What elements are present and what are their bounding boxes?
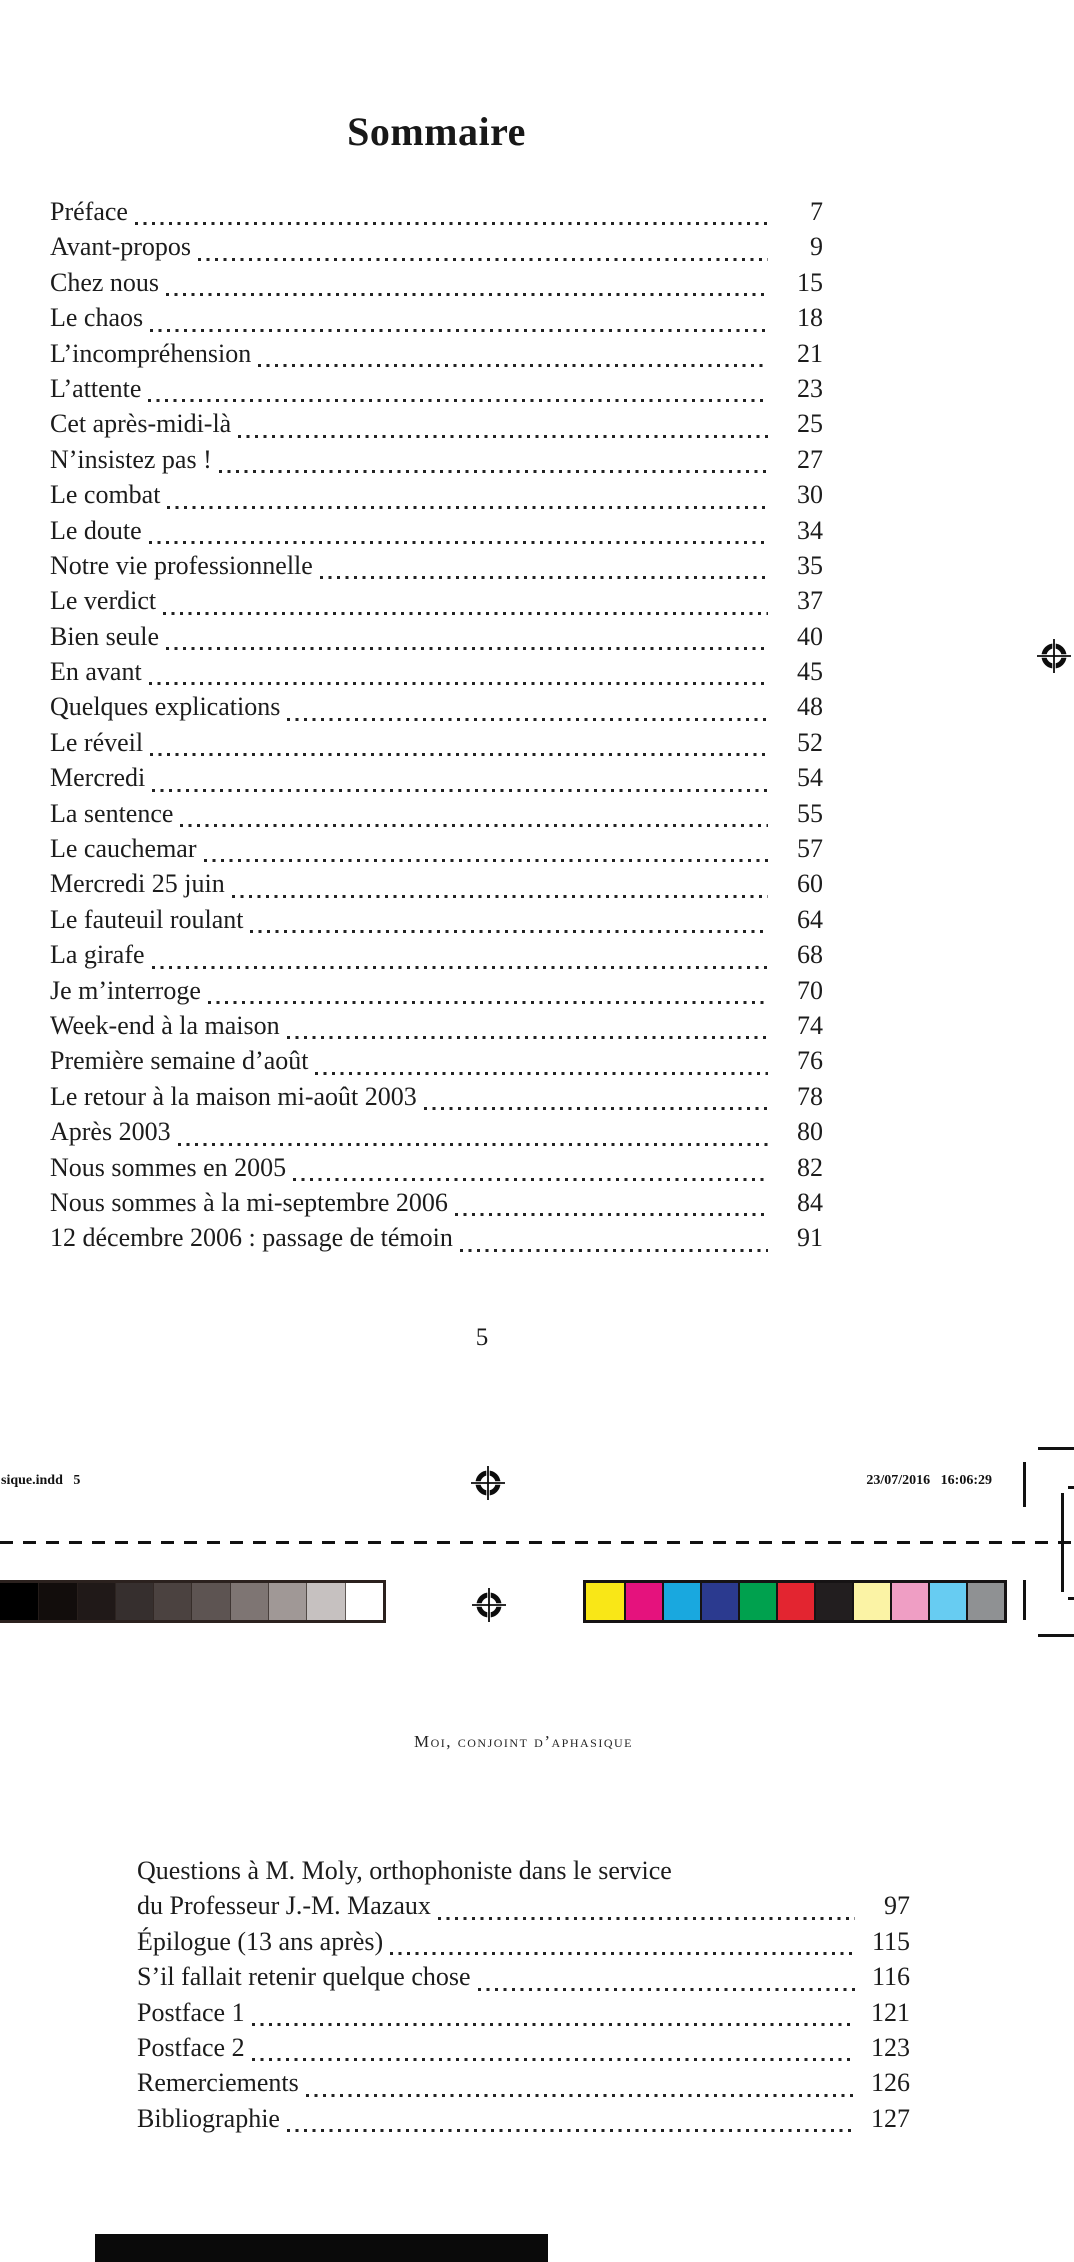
toc-entry-page: 126: [871, 2068, 910, 2098]
grayscale-swatch: [345, 1583, 383, 1620]
color-swatch: [624, 1583, 662, 1620]
toc-entry-page: 80: [797, 1117, 823, 1147]
dot-leader: [163, 612, 768, 615]
color-calibration-bar: [583, 1580, 1007, 1623]
registration-crosshair-icon: [471, 1466, 505, 1500]
dot-leader: [219, 470, 768, 473]
dot-leader: [232, 895, 768, 898]
dot-leader: [180, 824, 768, 827]
toc-entry-page: 60: [797, 869, 823, 899]
dot-leader: [178, 1143, 768, 1146]
toc-entry: [50, 1082, 823, 1117]
toc-entry-title: Le doute: [50, 515, 142, 545]
toc-entry-title: Après 2003: [50, 1117, 171, 1147]
grayscale-calibration-bar: [0, 1580, 386, 1623]
grayscale-swatch: [230, 1583, 268, 1620]
toc-page2: [137, 1856, 910, 2139]
dot-leader: [150, 329, 768, 332]
toc-entry-title: du Professeur J.-M. Mazaux: [137, 1891, 431, 1921]
toc-entry-page: 48: [797, 692, 823, 722]
toc-entry: [137, 2104, 910, 2139]
toc-entry-page: 97: [884, 1891, 910, 1921]
running-head: Moi, conjoint d’aphasique: [413, 1732, 634, 1751]
toc-entry-title: Préface: [50, 197, 128, 226]
toc-entry-title: Le verdict: [50, 586, 157, 616]
toc-entry-page: 121: [871, 1997, 910, 2027]
dot-leader: [198, 258, 768, 261]
toc-entry-page: 35: [797, 550, 823, 580]
toc-entry-page: 84: [797, 1187, 823, 1217]
toc-entry-page: 52: [797, 727, 823, 757]
toc-entry: [50, 976, 823, 1011]
grayscale-swatch: [77, 1583, 115, 1620]
toc-entry-page: 57: [797, 834, 823, 864]
toc-entry-title: Nous sommes en 2005: [50, 1152, 287, 1182]
toc-entry: [50, 197, 823, 232]
color-swatch: [700, 1583, 738, 1620]
toc-entry-page: 25: [797, 409, 823, 439]
color-swatch: [586, 1583, 624, 1620]
dot-leader: [204, 859, 768, 862]
color-swatch: [928, 1583, 966, 1620]
dot-leader: [149, 541, 768, 544]
toc-entry: [50, 869, 823, 904]
toc-entry-page: 70: [797, 975, 823, 1005]
black-print-bar: [95, 2234, 548, 2262]
toc-entry: [50, 516, 823, 551]
toc-entry: [50, 799, 823, 834]
toc-page1: [50, 197, 823, 1259]
toc-entry: [137, 1927, 910, 1962]
dot-leader: [306, 2094, 855, 2097]
toc-entry: [50, 232, 823, 267]
dot-leader: [293, 1178, 768, 1181]
color-swatch: [662, 1583, 700, 1620]
grayscale-swatch: [115, 1583, 153, 1620]
toc-entry-page: 37: [797, 586, 823, 616]
dot-leader: [478, 1988, 855, 1991]
toc-entry-title: Week-end à la maison: [50, 1010, 280, 1040]
dot-leader: [150, 753, 768, 756]
crop-mark: [1068, 1486, 1074, 1489]
dot-leader: [238, 435, 768, 438]
toc-entry-title: S’il fallait retenir quelque chose: [137, 1962, 471, 1992]
toc-entry-page: 15: [797, 267, 823, 297]
color-swatch: [776, 1583, 814, 1620]
toc-entry-title: L’attente: [50, 373, 142, 403]
toc-entry-title: L’incompréhension: [50, 338, 252, 368]
toc-entry: [50, 303, 823, 338]
toc-entry: [50, 1153, 823, 1188]
toc-entry-title: En avant: [50, 657, 142, 687]
toc-entry-title: Remerciements: [137, 2068, 299, 2098]
dot-leader: [424, 1107, 768, 1110]
toc-entry: [50, 268, 823, 303]
toc-entry-title: Postface 1: [137, 1997, 245, 2027]
dot-leader: [148, 399, 768, 402]
toc-entry: [137, 1962, 910, 1997]
toc-entry-page: 78: [797, 1081, 823, 1111]
color-swatch: [966, 1583, 1004, 1620]
crop-mark: [1023, 1580, 1026, 1620]
toc-entry-title: N’insistez pas !: [50, 444, 212, 474]
dot-leader: [167, 506, 768, 509]
toc-entry: [50, 480, 823, 515]
dot-leader: [460, 1249, 768, 1252]
dot-leader: [287, 1036, 768, 1039]
slug-datetime: 23/07/2016 16:06:29: [866, 1473, 992, 1488]
crop-mark: [1038, 1447, 1074, 1450]
toc-entry-page: 76: [797, 1046, 823, 1076]
color-swatch: [738, 1583, 776, 1620]
toc-entry-page: 21: [797, 338, 823, 368]
toc-entry-title: La sentence: [50, 798, 174, 828]
toc-entry-title: Le retour à la maison mi-août 2003: [50, 1081, 417, 1111]
toc-entry: [50, 834, 823, 869]
toc-entry-title: Le réveil: [50, 727, 144, 757]
dot-leader: [390, 1952, 855, 1955]
toc-entry-title: Première semaine d’août: [50, 1046, 309, 1076]
toc-entry: [50, 374, 823, 409]
color-swatch: [852, 1583, 890, 1620]
toc-entry-title: Le combat: [50, 480, 161, 510]
toc-entry-title: Le cauchemar: [50, 834, 197, 864]
toc-entry-page: 74: [797, 1010, 823, 1040]
toc-entry-title: Je m’interroge: [50, 975, 201, 1005]
toc-entry: [50, 657, 823, 692]
toc-entry-title: Épilogue (13 ans après): [137, 1926, 384, 1956]
toc-entry-page: 123: [871, 2032, 910, 2062]
toc-entry-page: 127: [871, 2103, 910, 2133]
dot-leader: [252, 2023, 855, 2026]
grayscale-swatch: [153, 1583, 191, 1620]
toc-entry: [50, 622, 823, 657]
toc-entry: [50, 551, 823, 586]
toc-entry-page: 82: [797, 1152, 823, 1182]
toc-entry-title: Le fauteuil roulant: [50, 904, 244, 934]
toc-entry: [50, 728, 823, 763]
toc-entry: [50, 692, 823, 727]
grayscale-swatch: [306, 1583, 344, 1620]
toc-entry: [137, 1891, 910, 1926]
toc-entry: [50, 586, 823, 621]
toc-entry: [50, 1011, 823, 1046]
toc-entry: [137, 1856, 910, 1891]
toc-entry-page: 30: [797, 480, 823, 510]
toc-entry-page: 27: [797, 444, 823, 474]
toc-entry: [137, 2033, 910, 2068]
dot-leader: [166, 647, 768, 650]
toc-entry-title: Bien seule: [50, 621, 160, 651]
toc-entry-title: Avant-propos: [50, 232, 192, 262]
toc-entry-title: Postface 2: [137, 2032, 245, 2062]
toc-entry: [50, 1117, 823, 1152]
dot-leader: [135, 222, 768, 225]
registration-crosshair-icon: [1037, 639, 1071, 673]
toc-entry: [50, 763, 823, 798]
dot-leader: [287, 718, 768, 721]
toc-entry-page: 116: [871, 1962, 910, 1992]
dot-leader: [455, 1213, 768, 1216]
dot-leader: [252, 2058, 855, 2061]
toc-entry: [50, 905, 823, 940]
toc-entry-title: Nous sommes à la mi-septembre 2006: [50, 1187, 448, 1217]
toc-entry-title: Bibliographie: [137, 2103, 280, 2133]
toc-entry-page: 18: [797, 303, 823, 333]
toc-entry-page: 68: [797, 940, 823, 970]
dot-leader: [250, 930, 768, 933]
color-swatch: [890, 1583, 928, 1620]
toc-entry: [137, 2068, 910, 2103]
page-number-folio: 5: [475, 1324, 489, 1351]
slug-filename: sique.indd 5: [1, 1473, 81, 1488]
grayscale-swatch: [0, 1583, 38, 1620]
toc-entry-title: Le chaos: [50, 303, 144, 333]
grayscale-swatch: [191, 1583, 229, 1620]
toc-entry-title: Chez nous: [50, 267, 160, 297]
page-title: Sommaire: [347, 109, 526, 154]
fold-dashed-line: [0, 1541, 1074, 1544]
toc-entry: [50, 1223, 823, 1258]
toc-entry-page: 40: [797, 621, 823, 651]
crop-mark: [1038, 1634, 1074, 1637]
toc-entry-title: 12 décembre 2006 : passage de témoin: [50, 1223, 453, 1253]
toc-entry: [50, 409, 823, 444]
dot-leader: [315, 1072, 768, 1075]
toc-entry-title: Cet après-midi-là: [50, 409, 232, 439]
toc-entry-title: La girafe: [50, 940, 145, 970]
toc-entry-page: 91: [797, 1223, 823, 1253]
toc-entry: [50, 940, 823, 975]
color-swatch: [814, 1583, 852, 1620]
dot-leader: [208, 1001, 768, 1004]
grayscale-swatch: [38, 1583, 76, 1620]
toc-entry-page: 34: [797, 515, 823, 545]
toc-entry-title: Questions à M. Moly, orthophoniste dans le service: [137, 1856, 672, 1885]
dot-leader: [152, 966, 768, 969]
toc-entry-page: 64: [797, 904, 823, 934]
registration-crosshair-icon: [472, 1588, 506, 1622]
toc-entry: [50, 339, 823, 374]
toc-entry-page: 115: [871, 1926, 910, 1956]
grayscale-swatch: [268, 1583, 306, 1620]
crop-mark: [1068, 1597, 1074, 1600]
toc-entry-page: 7: [810, 197, 823, 226]
toc-entry: [50, 1188, 823, 1223]
toc-entry-page: 23: [797, 373, 823, 403]
toc-entry-title: Mercredi: [50, 763, 146, 793]
toc-entry-title: Quelques explications: [50, 692, 281, 722]
toc-entry: [50, 1046, 823, 1081]
toc-entry-title: Notre vie professionnelle: [50, 550, 313, 580]
toc-entry-page: 54: [797, 763, 823, 793]
toc-entry-page: 55: [797, 798, 823, 828]
toc-entry-title: Mercredi 25 juin: [50, 869, 225, 899]
dot-leader: [320, 576, 768, 579]
toc-entry-page: 45: [797, 657, 823, 687]
toc-entry: [137, 1998, 910, 2033]
dot-leader: [152, 789, 768, 792]
dot-leader: [149, 682, 768, 685]
toc-entry: [50, 445, 823, 480]
dot-leader: [287, 2129, 855, 2132]
toc-entry-page: 9: [810, 232, 823, 262]
dot-leader: [438, 1917, 855, 1920]
dot-leader: [258, 364, 768, 367]
dot-leader: [166, 293, 768, 296]
crop-mark: [1023, 1462, 1026, 1507]
